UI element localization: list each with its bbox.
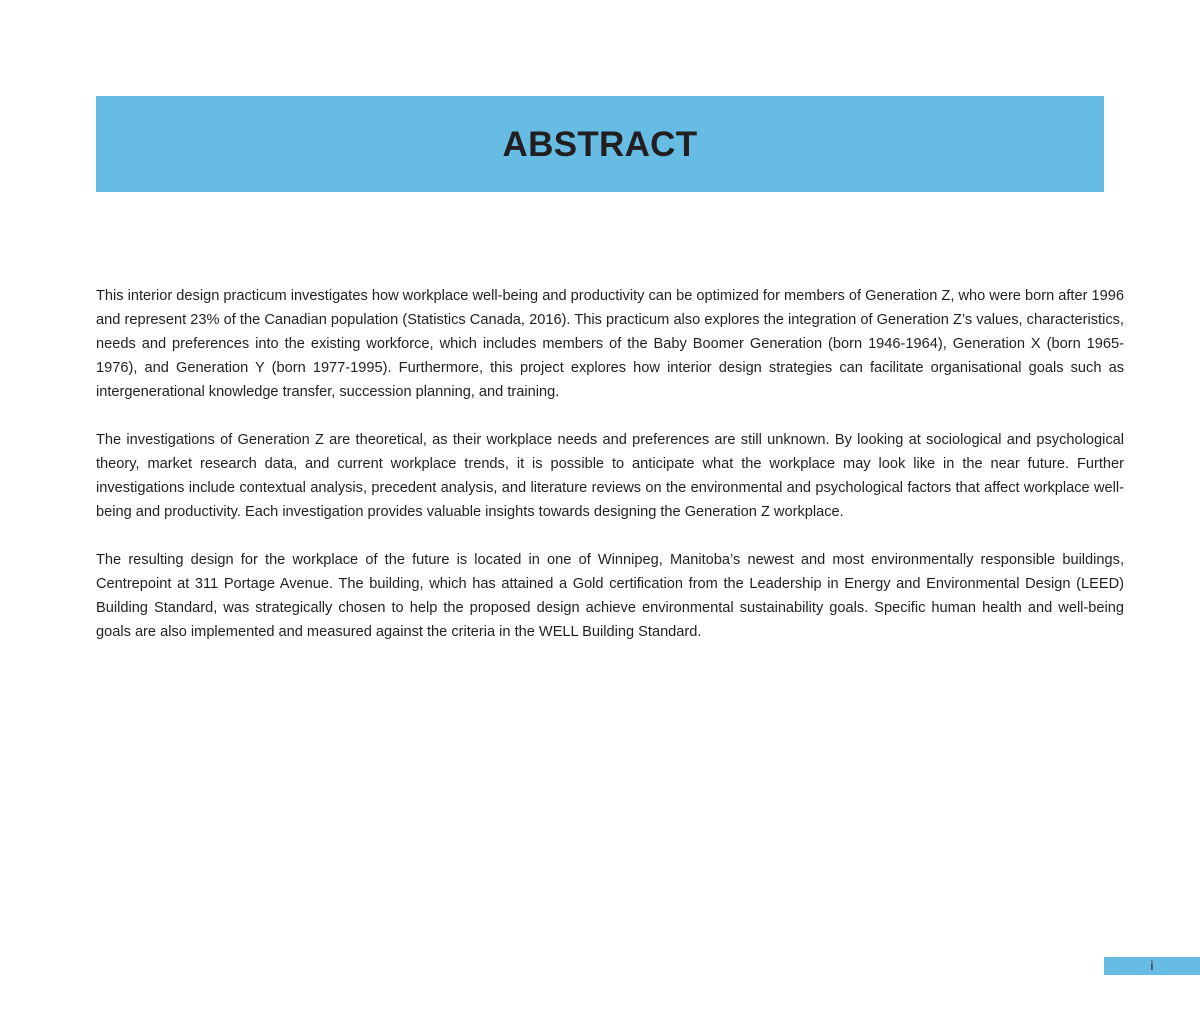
- page-number-tab: [1104, 957, 1200, 975]
- abstract-header-band: [96, 96, 1104, 192]
- abstract-paragraph-1: This interior design practicum investigates how workplace well-being and productivity can be optimized for members of Generation Z, who were born after 1996 and represent 23% of the Canadian population (Statistics Canada, 2016). This practicum also explores the integration of Generation Z’s values, characteristics, needs and preferences into the existing workforce, which includes members of the Baby Boomer Generation (born 1946-1964), Generation X (born 1965-1976), and Generation Y (born 1977-1995). Furthermore, this project explores how interior design strategies can facilitate organisational goals such as intergenerational knowledge transfer, succession planning, and training.: [96, 288, 1124, 400]
- abstract-paragraph-3: The resulting design for the workplace of the future is located in one of Winnipeg, Manitoba’s newest and most environmentally responsible buildings, Centrepoint at 311 Portage Avenue. The building, which has attained a Gold certification from the Leadership in Energy and Environmental Design (LEED) Building Standard, was strategically chosen to help the proposed design achieve environmental sustainability goals. Specific human health and well-being goals are also implemented and measured against the criteria in the WELL Building Standard.: [96, 552, 1124, 640]
- abstract-body: [96, 284, 1124, 668]
- page-number: i: [1150, 958, 1154, 973]
- abstract-paragraph-2: The investigations of Generation Z are theoretical, as their workplace needs and preferences are still unknown. By looking at sociological and psychological theory, market research data, and current workplace trends, it is possible to anticipate what the workplace may look like in the near future. Further investigations include contextual analysis, precedent analysis, and literature reviews on the environmental and psychological factors that affect workplace well-being and productivity. Each investigation provides valuable insights towards designing the Generation Z workplace.: [96, 432, 1124, 520]
- page-title: ABSTRACT: [502, 125, 698, 164]
